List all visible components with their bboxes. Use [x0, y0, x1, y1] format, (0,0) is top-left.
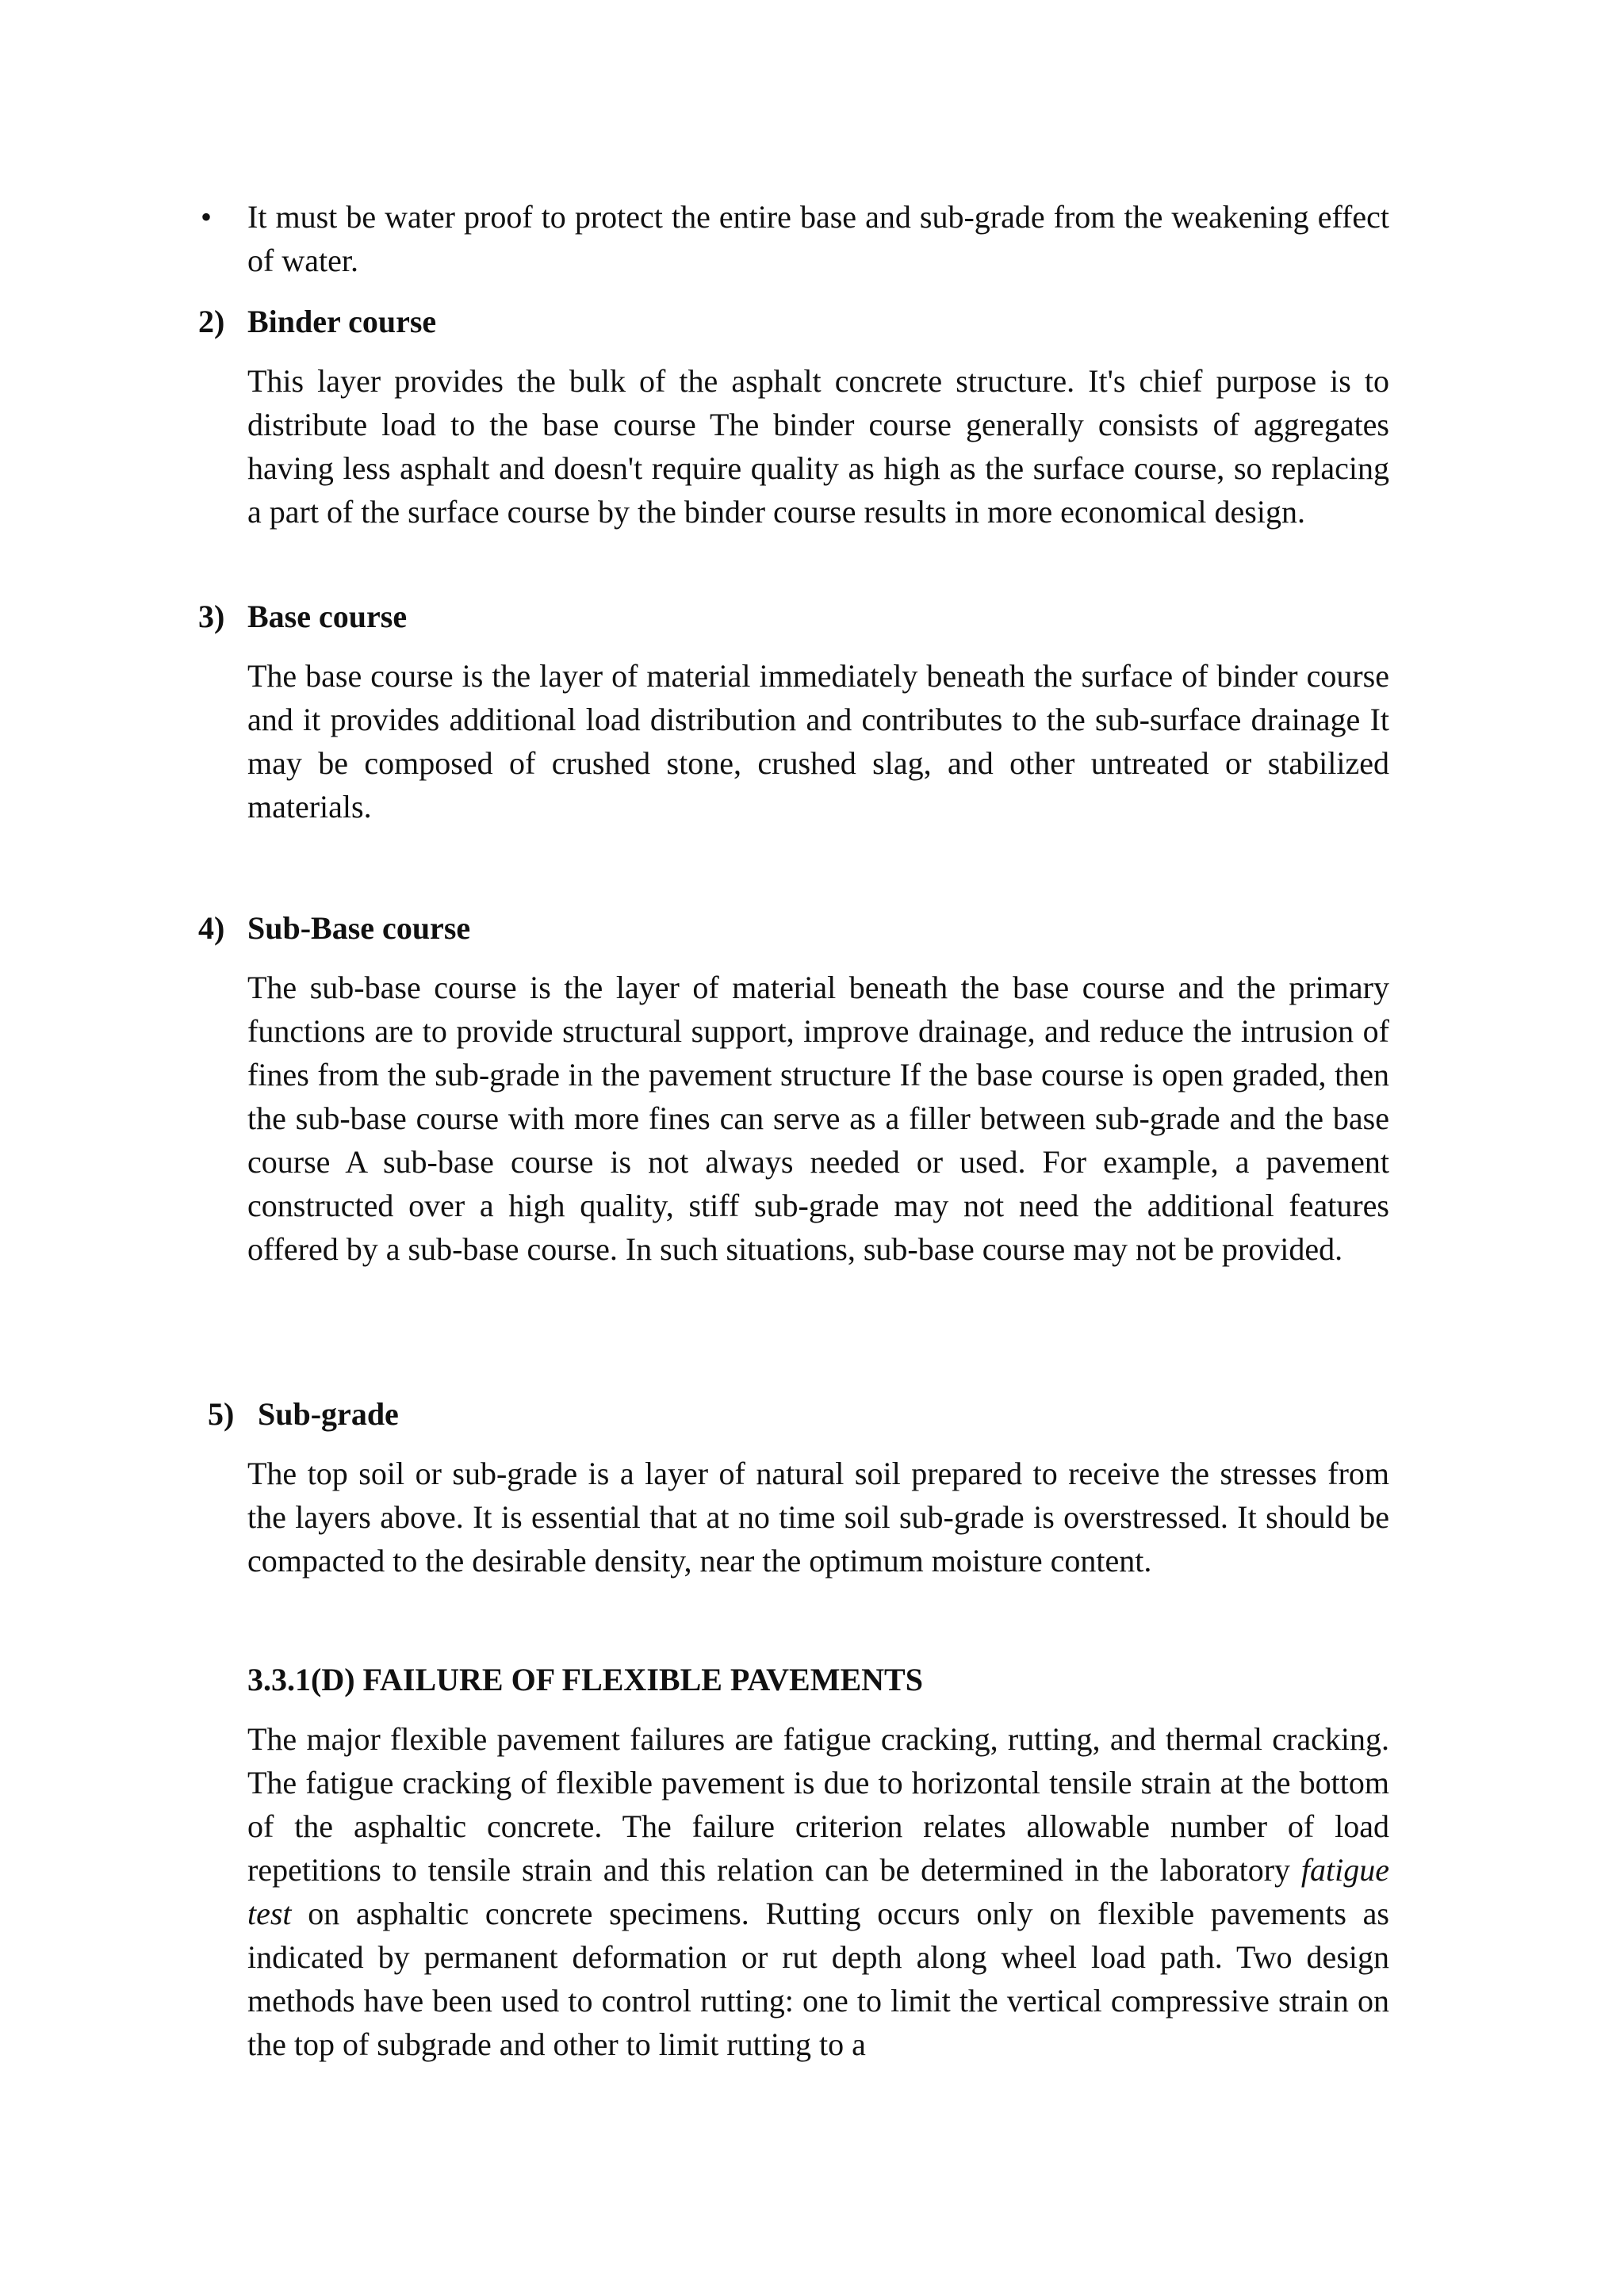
section-body: The top soil or sub-grade is a layer of natural soil prepared to receive the stresses from the layers above. It is essential that at no time soil sub-grade is overstressed. It should be compacted to the desirable density, near the optimum moisture content. — [247, 1456, 1389, 1578]
bullet-symbol: • — [201, 199, 213, 235]
section-number: 4) — [198, 910, 225, 946]
section-number: 2) — [198, 304, 225, 339]
section-number: 5) — [208, 1396, 235, 1432]
section-title: Binder course — [247, 304, 437, 339]
section-number: 3) — [198, 599, 225, 634]
failure-body-part1: The major flexible pavement failures are fatigue cracking, rutting, and thermal cracking. The fatigue cracking of flexible pavement is due to horizontal tensile strain at the bottom of the asphaltic concrete. The failure criterion relates allowable number of load repetitions to tensile strain and this relation can be determined in the laboratory — [247, 1721, 1389, 1888]
section-body: This layer provides the bulk of the asphalt concrete structure. It's chief purpose is to distribute load to the base course The binder course generally consists of aggregates having less asphalt and doesn't require quality as high as the surface course, so replacing a part of the surface course by the binder course results in more economical design. — [247, 363, 1389, 530]
section-body: The sub-base course is the layer of material beneath the base course and the primary functions are to provide structural support, improve drainage, and reduce the intrusion of fines from the sub-grade in the pavement structure If the base course is open graded, then the sub-base course with more fines can serve as a filler between sub-grade and the base course A sub-base course is not always needed or used. For example, a pavement constructed over a high quality, stiff sub-grade may not need the additional features offered by a sub-base course. In such situations, sub-base course may not be provided. — [247, 970, 1389, 1267]
section-title: Sub-Base course — [247, 910, 471, 946]
section-title: Sub-grade — [258, 1396, 399, 1432]
bullet-text: It must be water proof to protect the entire base and sub-grade from the weakening effect of water. — [247, 199, 1389, 278]
failure-body — [247, 1717, 1389, 2066]
section-body: The base course is the layer of material immediately beneath the surface of binder course and it provides additional load distribution and contributes to the sub-surface drainage It may be composed of crushed stone, crushed slag, and other untreated or stabilized materials. — [247, 658, 1389, 825]
failure-heading: 3.3.1(D) FAILURE OF FLEXIBLE PAVEMENTS — [247, 1662, 923, 1697]
failure-body-part2: on asphaltic concrete specimens. Rutting occurs only on flexible pavements as indicated by permanent deformation or rut depth along wheel load path. Two design methods have been used to control rutting: one to limit the vertical compressive strain on the top of subgrade and other to limit rutting to a — [247, 1896, 1389, 2062]
failure-body-italic: fatigue test — [247, 1852, 1389, 1931]
section-title: Base course — [247, 599, 408, 634]
